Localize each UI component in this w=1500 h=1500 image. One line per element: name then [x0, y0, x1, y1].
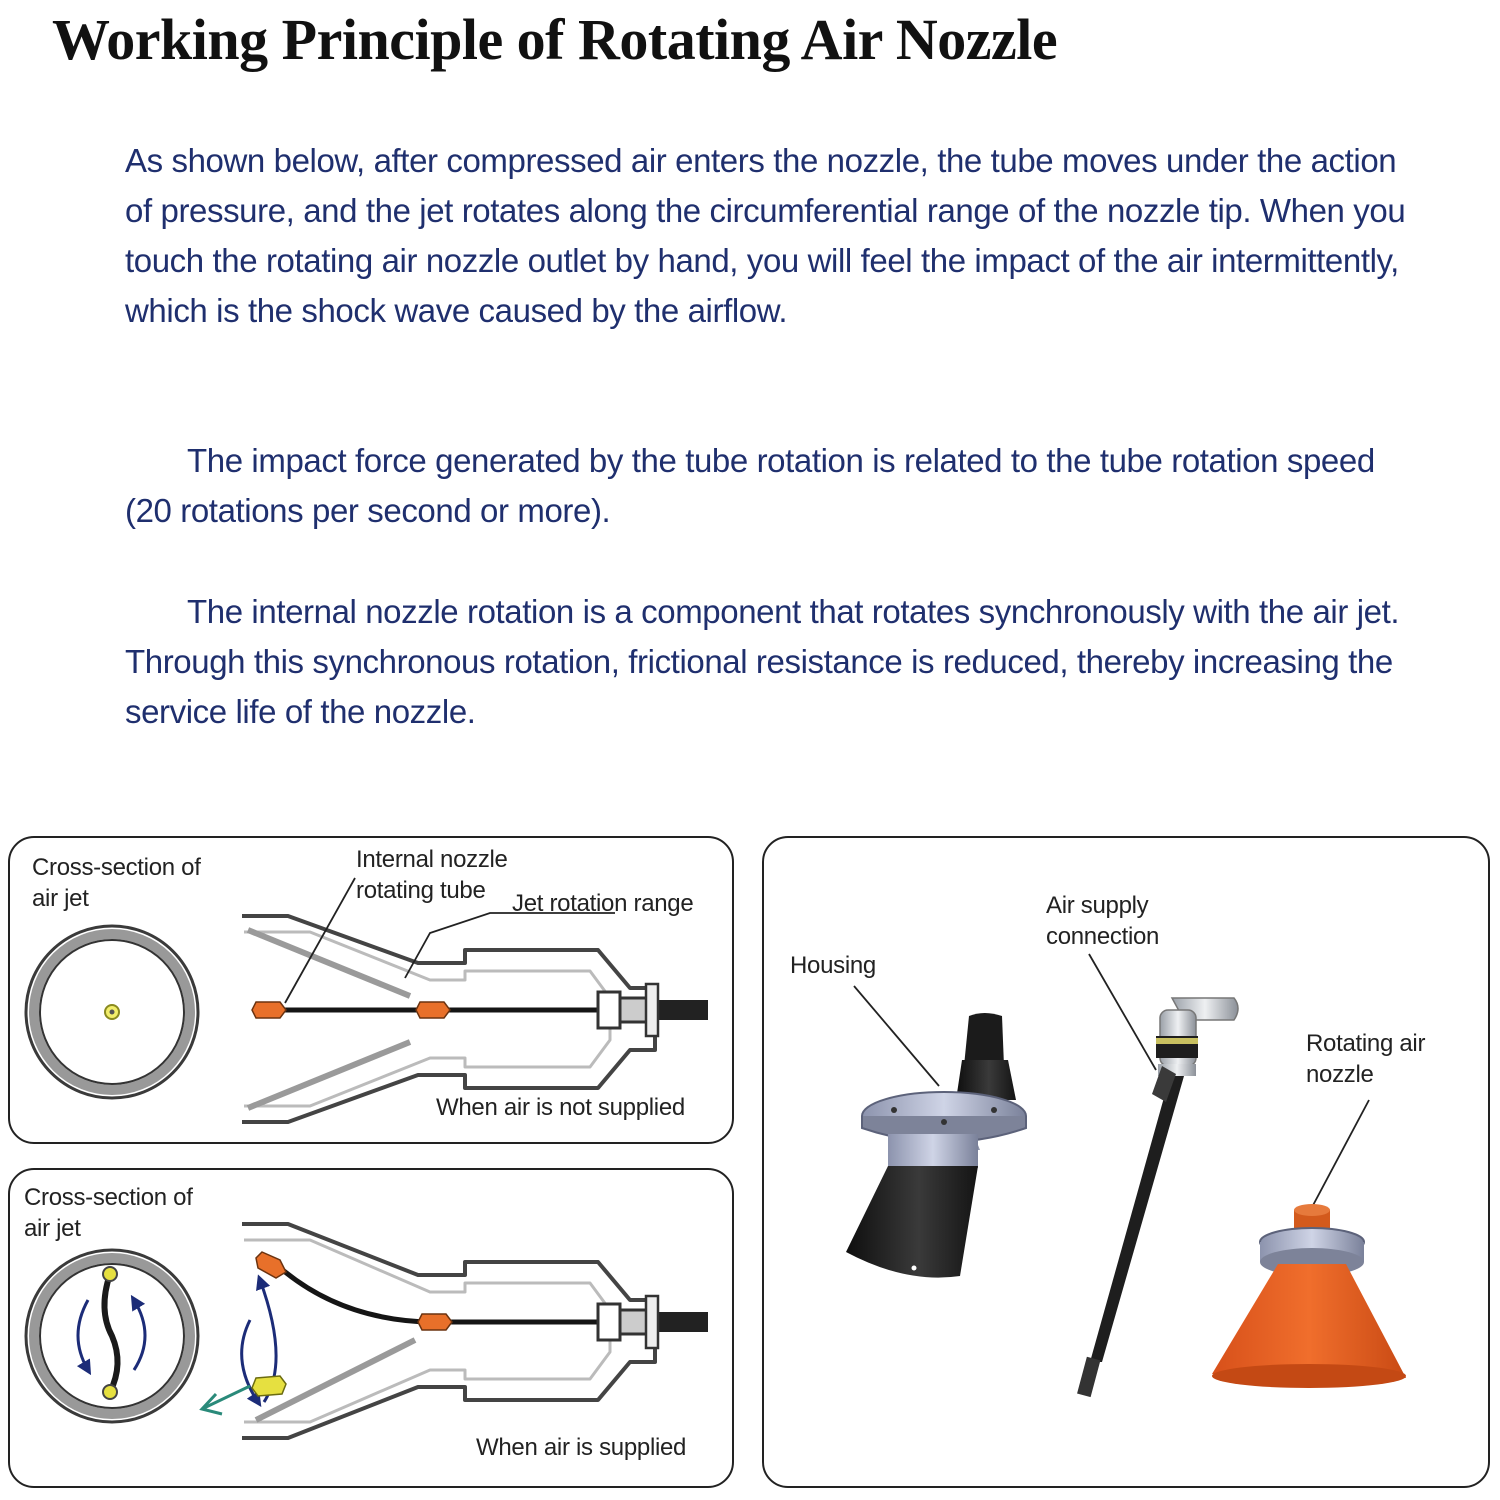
cross-section-label-line-2: air jet	[32, 885, 89, 912]
air-off-caption: When air is not supplied	[436, 1094, 685, 1121]
tube-label-line-2: rotating tube	[356, 877, 486, 904]
housing-icon	[846, 1013, 1026, 1278]
page-title: Working Principle of Rotating Air Nozzle	[52, 7, 1058, 72]
nozzle-tip-yellow	[252, 1376, 286, 1396]
tube-label-line-1: Internal nozzle	[356, 846, 508, 873]
components-panel	[762, 836, 1490, 1488]
intro-paragraph: As shown below, after compressed air enters the nozzle, the tube moves under the action of pressure, and the jet rotates along the circumferential range of the nozzle tip. When you touch the rotating air nozzle outlet by hand, you will feel the impact of the air intermittently, which is the shock wave caused by the airflow.	[125, 142, 1406, 329]
rotating-air-nozzle-icon	[1212, 1204, 1406, 1388]
air-supply-icon	[1077, 998, 1238, 1397]
jet-center-dot	[105, 1005, 119, 1019]
rotating-nozzle-label-line-2: nozzle	[1306, 1061, 1374, 1088]
rear-fitting	[598, 1296, 708, 1348]
tube-label	[356, 844, 508, 906]
air-on-caption: When air is supplied	[476, 1434, 687, 1461]
nozzle-body-outline	[242, 1224, 655, 1438]
cross-section-label-line-2: air jet	[24, 1215, 81, 1242]
rear-fitting	[598, 984, 708, 1036]
air-supply-label	[1046, 890, 1159, 952]
synchronous-paragraph: The internal nozzle rotation is a component that rotates synchronously with the air jet. Through this synchronous rotation, frictional resistance is reduced, thereby increasing the service life of the nozzle.	[125, 593, 1400, 730]
rotating-nozzle-label-line-1: Rotating air	[1306, 1030, 1426, 1057]
housing-label: Housing	[790, 952, 876, 979]
range-label: Jet rotation range	[512, 890, 694, 917]
rotating-nozzle-label	[1306, 1028, 1425, 1090]
air-supply-label-line-1: Air supply	[1046, 892, 1149, 919]
diagram-air-on	[8, 1168, 734, 1488]
cross-section-label-line-1: Cross-section of	[24, 1184, 193, 1211]
nozzle-tip-orange	[256, 1252, 452, 1330]
cross-section-label-line-1: Cross-section of	[32, 854, 201, 881]
diagram-air-off	[8, 836, 734, 1144]
cross-section-label	[24, 1182, 193, 1244]
outlet-arrow-icon	[202, 1386, 250, 1414]
air-supply-label-line-2: connection	[1046, 923, 1160, 950]
impact-paragraph: The impact force generated by the tube rotation is related to the tube rotation speed (20 rotations per second or more).	[125, 442, 1375, 529]
cross-section-label	[32, 852, 201, 914]
rotating-jet-path	[103, 1267, 118, 1399]
